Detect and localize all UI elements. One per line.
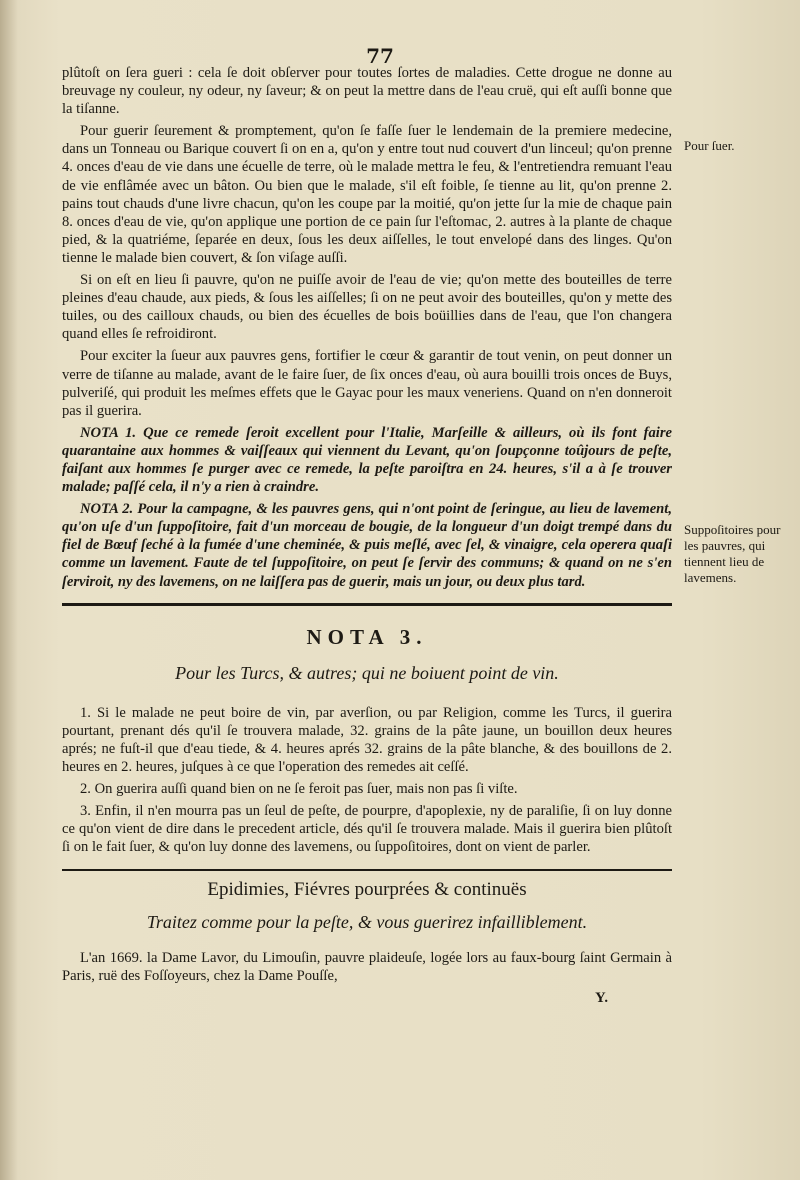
page-number: 77 <box>366 44 394 68</box>
nota-3-item: 3. Enfin, il n'en mourra pas un ſeul de peſte, de pourpre, d'apoplexie, ny de paraliſie, ſi on luy donne ce qu'on vient de dire dans le precedent article, dés qu'il ſe trouvera malade. Mais il guerira bien plûtoſt ſi on le fait ſuer, & qu'on luy donne des lavemens, ou ſuppoſitoires, dont on vient de parler. <box>62 803 672 856</box>
nota-3-item: 2. On guerira auſſi quand bien on ne ſe feroit pas ſuer, mais non pas ſi viſte. <box>80 781 518 798</box>
paragraph: Si on eſt en lieu ſi pauvre, qu'on ne puiſſe avoir de l'eau de vie; qu'on mette des bouteilles de terre pleines d'eau chaude, aux pieds, & ſous les aiſſelles; ſi on ne peut avoir des bouteilles, qu'on y mette des tuiles, ou des cailloux chauds, ou bien des écuelles de bois boüillies dans de l'eau, que l'on changera quand elles ſe refroidiront. <box>62 272 672 343</box>
nota-2: NOTA 2. Pour la campagne, & les pauvres gens, qui n'ont point de ſeringue, au lieu de lavement, qu'on uſe d'un ſuppoſitoire, fait d'un morceau de bougie, de la longueur d'un doigt trempé dans du fiel de Bœuf ſeché à la fumée d'une cheminée, & puis meſlé, avec ſel, & vinaigre, cela operera quaſi comme un lavement. Faute de tel ſuppoſitoire, on peut ſe ſervir des communs; & quand on ne s'en ſerviroit, ny des lavemens, on ne laiſſera pas de guerir, mais un jour, ou deux plus tard. <box>62 501 672 590</box>
epidemies-paragraph: L'an 1669. la Dame Lavor, du Limouſin, pauvre plaideuſe, logée lors au faux-bourg ſaint Germain à Paris, ruë des Foſſoyeurs, chez la Dame Pouſſe, <box>62 949 672 984</box>
epidemies-heading: Epidimies, Fiévres pourprées & continuës <box>207 878 527 900</box>
divider-rule <box>62 869 672 871</box>
nota-3-heading: NOTA 3. <box>306 624 428 649</box>
margin-note-suppositoires: Suppoſitoires pour les pauvres, qui tiennent lieu de lavemens. <box>684 522 781 585</box>
main-text-column <box>62 64 672 1007</box>
paragraph: Pour exciter la ſueur aux pauvres gens, fortifier le cœur & garantir de tout venin, on peut donner un verre de tiſanne au malade, avant de le faire ſuer, de ſix onces d'eau, où aura bouilli trois onces de Buys, pulveriſé, qui produit les meſmes effets que le Gayac pour les maux veneriens. Quand on n'en donneroit pas il guerira. <box>62 348 672 419</box>
catchword: Y. <box>595 989 608 1006</box>
nota-1: NOTA 1. Que ce remede ſeroit excellent pour l'Italie, Marſeille & ailleurs, où ils font faire quarantaine aux hommes & vaiſſeaux qui viennent du Levant, qu'on ſoupçonne toûjours de peſte, faiſant aux hommes ſe purger avec ce remede, la peſte paroiſtra en 24. heures, s'il a à ſe trouver malade; paſſé cela, il n'y a rien à craindre. <box>62 424 672 496</box>
paragraph: Pour guerir ſeurement & promptement, qu'on ſe faſſe ſuer le lendemain de la premiere medecine, dans un Tonneau ou Barique couvert ſi on en a, qu'on y entre tout nud couvert d'un linceul; qu'on prenne 4. onces d'eau de vie dans une écuelle de terre, où le malade mettra le feu, & l'entretiendra remuant l'eau de vie enflâmée avec un bâton. Ou bien que le malade, s'il eſt foible, ſe tienne au lit, qu'on prenne 2. pains tout chauds d'une livre chacun, qu'on les coupe par la moitié, qu'on jette ſur la mie de chaque pain 8. onces d'eau de vie, qu'on applique une portion de ce pain ſur l'eſtomac, 2. autres à la plante de chaque pied, & la quatriéme, ſeparée en deux, ſous les deux aiſſelles, le tout envelopé dans des linges. Qu'on tienne le malade bien couvert, & ſon viſage auſſi. <box>62 123 672 266</box>
margin-note-suer: Pour ſuer. <box>684 138 735 153</box>
paragraph: plûtoſt on ſera gueri : cela ſe doit obſerver pour toutes ſortes de maladies. Cette drogue ne donne au breuvage ny couleur, ny odeur, ny ſaveur; & on peut la mettre dans de l'eau cruë, qui eſt auſſi bonne que la tiſanne. <box>62 65 672 118</box>
nota-3-item: 1. Si le malade ne peut boire de vin, par averſion, ou par Religion, comme les Turcs, il guerira pourtant, prenant dés qu'il ſe trouvera malade, 32. grains de la pâte jaune, un bouillon deux heures aprés; ne fuſt-il que d'eau tiede, & 4. heures aprés 32. grains de la pâte blanche, & des bouillons de 2. heures en 2. heures, juſques à ce que l'operation des remedes ait ceſſé. <box>62 704 672 776</box>
nota-3-subheading: Pour les Turcs, & autres; qui ne boiuent point de vin. <box>175 662 559 683</box>
divider-rule <box>62 603 672 606</box>
epidemies-subheading: Traitez comme pour la peſte, & vous guerirez infailliblement. <box>146 911 588 932</box>
